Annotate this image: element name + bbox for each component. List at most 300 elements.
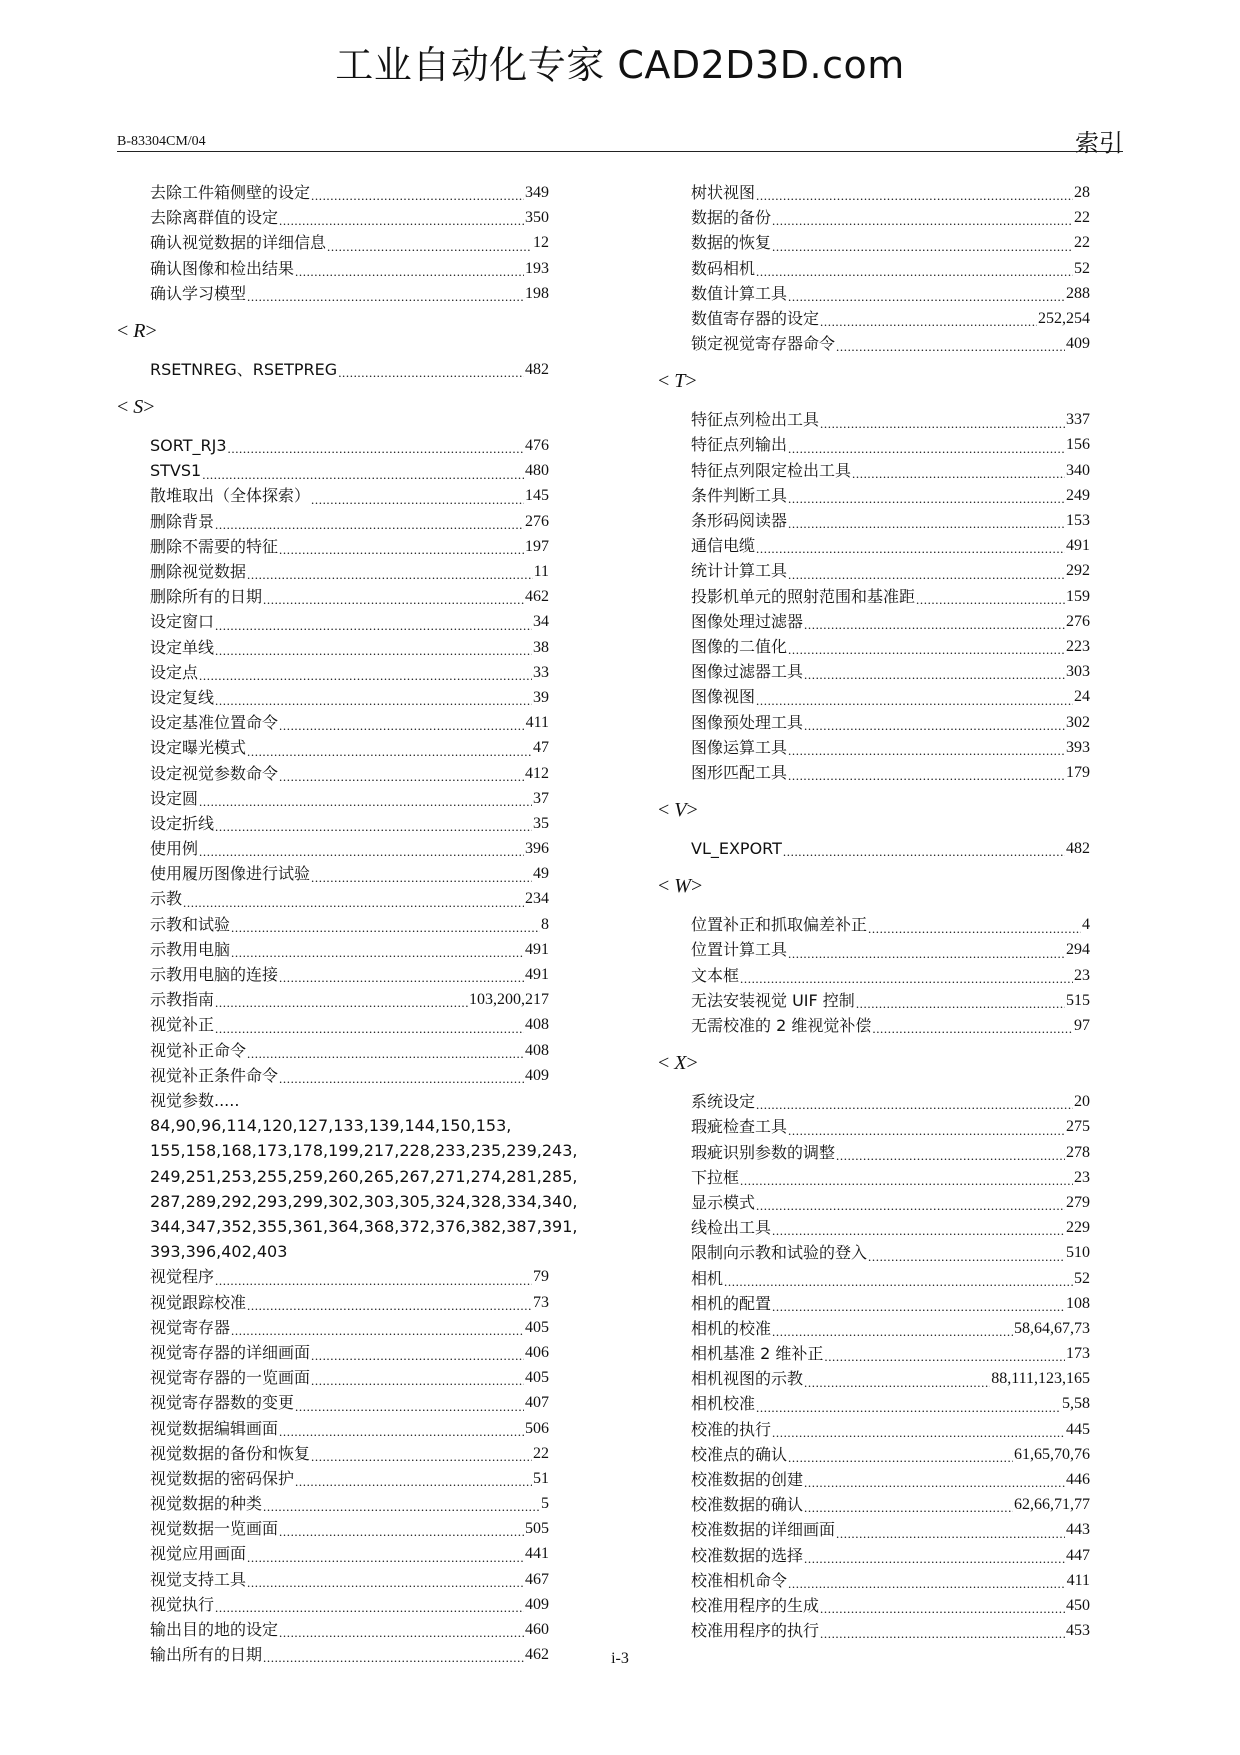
index-entry-page: 4 xyxy=(1082,916,1090,934)
index-entry-label: 去除工件箱侧壁的设定 xyxy=(150,182,311,202)
index-entry-label: 设定单线 xyxy=(150,637,215,657)
index-entry-page: 47 xyxy=(533,739,549,757)
index-entry xyxy=(658,988,1090,1013)
index-entry xyxy=(117,205,549,230)
index-entry-label: 校准数据的选择 xyxy=(691,1545,804,1565)
index-entry-label: 去除离群值的设定 xyxy=(150,208,279,228)
index-entry-page: 33 xyxy=(533,663,549,681)
index-entry-label: 限制向示教和试验的登入 xyxy=(691,1243,868,1263)
dot-leader xyxy=(772,212,1073,230)
index-entry-page: 447 xyxy=(1066,1546,1090,1564)
index-entry-label: RSETNREG、RSETPREG xyxy=(150,359,338,379)
index-entry xyxy=(658,1291,1090,1316)
dot-leader xyxy=(836,1525,1065,1543)
index-entry-label: 相机视图的示教 xyxy=(691,1369,804,1389)
index-entry xyxy=(658,458,1090,483)
index-entry-page: 396 xyxy=(525,840,549,858)
index-entry-page: 198 xyxy=(525,284,549,302)
index-entry xyxy=(117,1012,549,1037)
index-entry-page: 252,254 xyxy=(1038,309,1090,327)
index-entry-page: 34 xyxy=(533,613,549,631)
index-entry xyxy=(117,710,549,735)
index-entry-label: 确认图像和检出结果 xyxy=(150,258,295,278)
index-entry xyxy=(117,458,549,483)
dot-leader xyxy=(756,1197,1065,1215)
index-entry-label: 设定折线 xyxy=(150,813,215,833)
dot-leader xyxy=(772,238,1073,256)
index-entry-label: 视觉寄存器数的变更 xyxy=(150,1393,295,1413)
index-entry-label: 设定复线 xyxy=(150,687,215,707)
index-entry-page: 197 xyxy=(525,537,549,555)
dot-leader xyxy=(820,1600,1065,1618)
index-entry xyxy=(658,1442,1090,1467)
index-entry xyxy=(658,1114,1090,1139)
index-entry-label: 视觉寄存器的一览画面 xyxy=(150,1368,311,1388)
section-heading: < W> xyxy=(658,875,703,898)
index-entry-label: 输出所有的日期 xyxy=(150,1645,263,1665)
index-entry-page: 37 xyxy=(533,789,549,807)
index-column-left xyxy=(117,180,578,1667)
index-entry-page: 476 xyxy=(525,437,549,455)
index-entry xyxy=(658,659,1090,684)
index-entry-label: 投影机单元的照射范围和基准距 xyxy=(691,586,916,606)
section-heading: < S> xyxy=(117,396,155,419)
index-entry-label: 校准数据的创建 xyxy=(691,1470,804,1490)
index-entry xyxy=(117,786,549,811)
dot-leader xyxy=(279,212,524,230)
index-entry-page: 51 xyxy=(533,1469,549,1487)
index-entry-label: 确认学习模型 xyxy=(150,283,247,303)
index-entry-label: 示教用电脑的连接 xyxy=(150,965,279,985)
index-entry-page: 506 xyxy=(525,1419,549,1437)
dot-leader xyxy=(756,540,1065,558)
index-entry-label: 锁定视觉寄存器命令 xyxy=(691,334,836,354)
index-entry-label: 删除所有的日期 xyxy=(150,587,263,607)
index-entry-page: 58,64,67,73 xyxy=(1014,1319,1090,1337)
section-heading: < R> xyxy=(117,319,157,342)
index-entry-label: 统计计算工具 xyxy=(691,561,788,581)
index-entry-page: 337 xyxy=(1066,411,1090,429)
index-entry xyxy=(658,1341,1090,1366)
index-entry-line: 视觉参数..... 84,90,96,114,120,127,133,139,144,150,153, xyxy=(150,1091,512,1136)
index-entry xyxy=(117,584,549,609)
index-entry-label: 视觉应用画面 xyxy=(150,1544,247,1564)
index-entry-page: 22 xyxy=(533,1444,549,1462)
dot-leader xyxy=(279,969,524,987)
dot-leader xyxy=(279,541,524,559)
index-entry xyxy=(658,433,1090,458)
index-entry-page: 234 xyxy=(525,890,549,908)
index-entry-label: 图像处理过滤器 xyxy=(691,611,804,631)
index-entry xyxy=(117,761,549,786)
index-entry-label: 视觉寄存器的详细画面 xyxy=(150,1342,311,1362)
dot-leader xyxy=(788,945,1065,963)
index-entry-label: 特征点列输出 xyxy=(691,435,788,455)
index-entry-page: 159 xyxy=(1066,587,1090,605)
dot-leader xyxy=(820,415,1065,433)
dot-leader xyxy=(804,1474,1065,1492)
dot-leader xyxy=(804,1499,1013,1517)
index-entry-label: 特征点列检出工具 xyxy=(691,410,820,430)
index-entry-label: 数据的恢复 xyxy=(691,233,772,253)
index-entry xyxy=(658,1517,1090,1542)
page-number: i-3 xyxy=(611,1650,629,1667)
index-entry-label: 校准数据的详细画面 xyxy=(691,1520,836,1540)
dot-leader xyxy=(215,642,532,660)
dot-leader xyxy=(215,1272,532,1290)
index-entry-label: 数据的备份 xyxy=(691,208,772,228)
index-entry-label: 相机的配置 xyxy=(691,1293,772,1313)
dot-leader xyxy=(247,1045,524,1063)
section-letter: V xyxy=(674,799,687,822)
dot-leader xyxy=(311,187,524,205)
index-entry xyxy=(658,1568,1090,1593)
dot-leader xyxy=(279,1423,524,1441)
index-entry xyxy=(658,1316,1090,1341)
index-entry xyxy=(117,1617,549,1642)
index-entry-label: 示教 xyxy=(150,889,183,909)
dot-leader xyxy=(215,818,532,836)
index-entry-page: 409 xyxy=(525,1066,549,1084)
index-entry xyxy=(117,811,549,836)
index-entry-label: 视觉数据编辑画面 xyxy=(150,1418,279,1438)
dot-leader xyxy=(295,1473,532,1491)
dot-leader xyxy=(836,1147,1065,1165)
index-entry xyxy=(658,1266,1090,1291)
index-entry-page: 275 xyxy=(1066,1118,1090,1136)
index-entry-label: 视觉数据的备份和恢复 xyxy=(150,1443,311,1463)
index-entry-page: 223 xyxy=(1066,637,1090,655)
index-entry xyxy=(117,660,549,685)
index-entry-label: 无需校准的 2 维视觉补偿 xyxy=(691,1016,872,1036)
dot-leader xyxy=(279,717,525,735)
index-entry-page: 409 xyxy=(1066,335,1090,353)
index-entry-page: 393 xyxy=(1066,738,1090,756)
index-entry-page: 405 xyxy=(525,1318,549,1336)
section-heading: < V> xyxy=(658,799,698,822)
index-entry-page: 482 xyxy=(1066,840,1090,858)
index-entry-page: 460 xyxy=(525,1621,549,1639)
index-entry xyxy=(117,1541,549,1566)
index-entry-page: 20 xyxy=(1074,1093,1090,1111)
index-entry xyxy=(117,433,549,458)
index-entry-label: 视觉数据一览画面 xyxy=(150,1519,279,1539)
index-entry-page: 193 xyxy=(525,259,549,277)
index-entry-page: 412 xyxy=(525,764,549,782)
dot-leader xyxy=(247,743,532,761)
index-entry xyxy=(658,1492,1090,1517)
index-entry-page: 49 xyxy=(533,865,549,883)
index-entry-label: 确认视觉数据的详细信息 xyxy=(150,233,327,253)
dot-leader xyxy=(788,490,1065,508)
index-entry xyxy=(117,1088,578,1264)
index-entry-label: 相机基准 2 维补正 xyxy=(691,1344,824,1364)
index-entry xyxy=(117,1063,549,1088)
index-entry-page: 411 xyxy=(1066,1571,1090,1589)
index-entry xyxy=(658,1215,1090,1240)
index-entry-page: 467 xyxy=(525,1570,549,1588)
index-entry-label: 设定基准位置命令 xyxy=(150,713,279,733)
index-entry-page: 179 xyxy=(1066,763,1090,781)
index-entry-page: 302 xyxy=(1066,713,1090,731)
index-entry-page: 5,58 xyxy=(1062,1395,1090,1413)
dot-leader xyxy=(756,187,1073,205)
index-entry xyxy=(117,735,549,760)
index-entry-label: 设定曝光模式 xyxy=(150,738,247,758)
dot-leader xyxy=(311,1372,524,1390)
dot-leader xyxy=(788,641,1065,659)
index-entry xyxy=(117,484,549,509)
dot-leader xyxy=(215,516,524,534)
index-entry xyxy=(658,760,1090,785)
dot-leader xyxy=(756,1096,1073,1114)
index-entry-label: 图形匹配工具 xyxy=(691,762,788,782)
index-entry xyxy=(117,861,549,886)
index-entry-label: 条件判断工具 xyxy=(691,485,788,505)
index-entry-page: 229 xyxy=(1066,1219,1090,1237)
index-entry-page: 453 xyxy=(1066,1622,1090,1640)
index-entry-label: VL_EXPORT xyxy=(691,839,782,859)
index-entry xyxy=(658,1190,1090,1215)
index-entry-label: 视觉补正条件命令 xyxy=(150,1065,279,1085)
index-entry-label: 校准点的确认 xyxy=(691,1444,788,1464)
index-entry xyxy=(117,357,549,382)
index-entry-page: 79 xyxy=(533,1268,549,1286)
index-entry-line: 344,347,352,355,361,364,368,372,376,382,387,391, xyxy=(150,1217,578,1237)
index-entry xyxy=(117,534,549,559)
index-entry-line: 287,289,292,293,299,302,303,305,324,328,334,340, xyxy=(150,1191,578,1211)
index-entry-page: 5 xyxy=(541,1495,549,1513)
index-column-right xyxy=(658,180,1090,1643)
index-entry-label: 示教用电脑 xyxy=(150,939,231,959)
dot-leader xyxy=(788,1575,1066,1593)
dot-leader xyxy=(247,288,524,306)
dot-leader xyxy=(311,491,524,509)
index-entry xyxy=(658,1366,1090,1391)
index-entry xyxy=(658,508,1090,533)
dot-leader xyxy=(279,1070,524,1088)
index-entry-page: 408 xyxy=(525,1016,549,1034)
index-entry-label: 输出目的地的设定 xyxy=(150,1620,279,1640)
dot-leader xyxy=(788,566,1065,584)
dot-leader xyxy=(199,667,532,685)
index-entry xyxy=(117,509,549,534)
index-entry-label: 相机 xyxy=(691,1268,724,1288)
index-entry xyxy=(658,483,1090,508)
index-entry-label: 删除视觉数据 xyxy=(150,562,247,582)
dot-leader xyxy=(215,1020,524,1038)
index-entry-page: 491 xyxy=(525,966,549,984)
dot-leader xyxy=(804,666,1065,684)
index-entry-label: 校准的执行 xyxy=(691,1419,772,1439)
index-entry xyxy=(117,1567,549,1592)
index-entry-line: 155,158,168,173,178,199,217,228,233,235,239,243, xyxy=(150,1141,578,1161)
index-entry-page: 23 xyxy=(1074,1168,1090,1186)
dot-leader xyxy=(788,1122,1065,1140)
index-entry-label: 数值寄存器的设定 xyxy=(691,308,820,328)
index-entry-page: 35 xyxy=(533,814,549,832)
index-entry-label: 设定窗口 xyxy=(150,612,215,632)
dot-leader xyxy=(279,768,524,786)
index-entry-label: 视觉数据的种类 xyxy=(150,1494,263,1514)
section-letter: S xyxy=(133,396,144,419)
index-entry xyxy=(117,685,549,710)
index-entry-label: 图像的二值化 xyxy=(691,636,788,656)
index-entry xyxy=(658,609,1090,634)
index-entry-page: 491 xyxy=(525,940,549,958)
index-entry-page: 22 xyxy=(1074,234,1090,252)
dot-leader xyxy=(783,843,1065,861)
index-entry-label: 视觉跟踪校准 xyxy=(150,1292,247,1312)
index-entry xyxy=(658,256,1090,281)
index-entry xyxy=(658,710,1090,735)
index-entry-page: 276 xyxy=(525,512,549,530)
dot-leader xyxy=(788,440,1065,458)
index-entry xyxy=(658,684,1090,709)
index-entry-label: STVS1 xyxy=(150,461,202,481)
index-entry xyxy=(117,912,549,937)
index-entry-page: 73 xyxy=(533,1293,549,1311)
index-entry xyxy=(658,1618,1090,1643)
header-divider xyxy=(117,151,1123,152)
index-entry-label: 视觉程序 xyxy=(150,1267,215,1287)
index-entry xyxy=(117,559,549,584)
index-entry xyxy=(658,836,1090,861)
index-entry-label: 相机的校准 xyxy=(691,1318,772,1338)
index-entry-label: 线检出工具 xyxy=(691,1218,772,1238)
dot-leader xyxy=(199,843,524,861)
index-entry xyxy=(117,281,549,306)
document-code: B-83304CM/04 xyxy=(117,134,206,149)
index-entry xyxy=(658,584,1090,609)
index-entry-label: 删除背景 xyxy=(150,511,215,531)
index-entry-label: 图像过滤器工具 xyxy=(691,662,804,682)
index-entry-label: 校准用程序的生成 xyxy=(691,1595,820,1615)
dot-leader xyxy=(916,591,1065,609)
index-entry xyxy=(658,1593,1090,1618)
index-entry-page: 62,66,71,77 xyxy=(1014,1496,1090,1514)
index-entry-label: 视觉补正命令 xyxy=(150,1040,247,1060)
index-entry-page: 482 xyxy=(525,360,549,378)
index-entry-label: 校准相机命令 xyxy=(691,1570,788,1590)
index-entry xyxy=(658,306,1090,331)
index-entry xyxy=(658,938,1090,963)
index-entry-page: 153 xyxy=(1066,512,1090,530)
dot-leader xyxy=(836,338,1065,356)
index-entry-label: 无法安装视觉 UIF 控制 xyxy=(691,990,855,1010)
dot-leader xyxy=(327,238,532,256)
dot-leader xyxy=(295,1398,524,1416)
index-entry-label: 文本框 xyxy=(691,965,740,985)
index-entry xyxy=(658,912,1090,937)
index-entry-page: 28 xyxy=(1074,183,1090,201)
dot-leader xyxy=(199,793,532,811)
index-entry xyxy=(658,1013,1090,1038)
index-entry xyxy=(117,1340,549,1365)
index-entry-page: 38 xyxy=(533,638,549,656)
index-entry xyxy=(117,1491,549,1516)
dot-leader xyxy=(263,591,524,609)
index-entry-page: 480 xyxy=(525,462,549,480)
dot-leader xyxy=(311,869,532,887)
index-entry xyxy=(658,1089,1090,1114)
index-entry-page: 52 xyxy=(1074,259,1090,277)
index-entry-page: 39 xyxy=(533,688,549,706)
index-entry xyxy=(117,1416,549,1441)
index-entry-label: 散堆取出（全体探索） xyxy=(150,486,311,506)
dot-leader xyxy=(202,466,524,484)
index-entry-label: 设定点 xyxy=(150,662,199,682)
dot-leader xyxy=(263,1498,540,1516)
index-entry xyxy=(117,836,549,861)
dot-leader xyxy=(231,944,524,962)
index-entry xyxy=(658,331,1090,356)
dot-leader xyxy=(740,1172,1073,1190)
dot-leader xyxy=(788,767,1065,785)
index-entry-label: 删除不需要的特征 xyxy=(150,536,279,556)
index-entry-page: 278 xyxy=(1066,1143,1090,1161)
dot-leader xyxy=(247,1549,524,1567)
dot-leader xyxy=(756,692,1073,710)
dot-leader xyxy=(215,994,468,1012)
section-letter: R xyxy=(133,319,146,342)
index-entry-page: 349 xyxy=(525,183,549,201)
section-letter: W xyxy=(674,875,691,898)
index-entry-label: 下拉框 xyxy=(691,1167,740,1187)
index-entry-page: 108 xyxy=(1066,1294,1090,1312)
index-entry-page: 23 xyxy=(1074,966,1090,984)
index-entry-label: 特征点列限定检出工具 xyxy=(691,460,852,480)
index-entry-label: 数码相机 xyxy=(691,258,756,278)
index-entry xyxy=(658,558,1090,583)
index-entry-page: 88,111,123,165 xyxy=(991,1370,1090,1388)
index-entry-page: 340 xyxy=(1066,461,1090,479)
index-entry-label: 瑕疵识别参数的调整 xyxy=(691,1142,836,1162)
index-entry-page: 407 xyxy=(525,1394,549,1412)
index-entry xyxy=(117,937,549,962)
index-entry xyxy=(658,1417,1090,1442)
dot-leader xyxy=(804,1550,1065,1568)
index-entry-label: 显示模式 xyxy=(691,1192,756,1212)
dot-leader xyxy=(279,1624,524,1642)
dot-leader xyxy=(824,1348,1065,1366)
index-entry-label: 设定视觉参数命令 xyxy=(150,763,279,783)
dot-leader xyxy=(872,1020,1073,1038)
index-entry-page: 249 xyxy=(1066,486,1090,504)
index-entry xyxy=(658,230,1090,255)
index-entry xyxy=(117,1592,549,1617)
dot-leader xyxy=(247,1297,532,1315)
index-entry-label: 位置计算工具 xyxy=(691,940,788,960)
index-entry-label: 位置补正和抓取偏差补正 xyxy=(691,915,868,935)
index-entry-label: 图像视图 xyxy=(691,687,756,707)
index-entry xyxy=(117,635,549,660)
index-entry-label: 校准数据的确认 xyxy=(691,1495,804,1515)
dot-leader xyxy=(772,1298,1065,1316)
index-entry-page: 156 xyxy=(1066,436,1090,454)
index-entry-page: 411 xyxy=(525,714,549,732)
index-entry-page: 292 xyxy=(1066,562,1090,580)
section-letter: X xyxy=(674,1052,687,1075)
index-entry-page: 145 xyxy=(525,487,549,505)
index-entry-page: 173 xyxy=(1066,1345,1090,1363)
index-entry-label: 使用例 xyxy=(150,839,199,859)
index-entry xyxy=(117,1264,549,1289)
index-entry-label: 瑕疵检查工具 xyxy=(691,1117,788,1137)
index-entry-label: 设定圆 xyxy=(150,788,199,808)
index-entry-page: 294 xyxy=(1066,941,1090,959)
index-entry-page: 288 xyxy=(1066,284,1090,302)
